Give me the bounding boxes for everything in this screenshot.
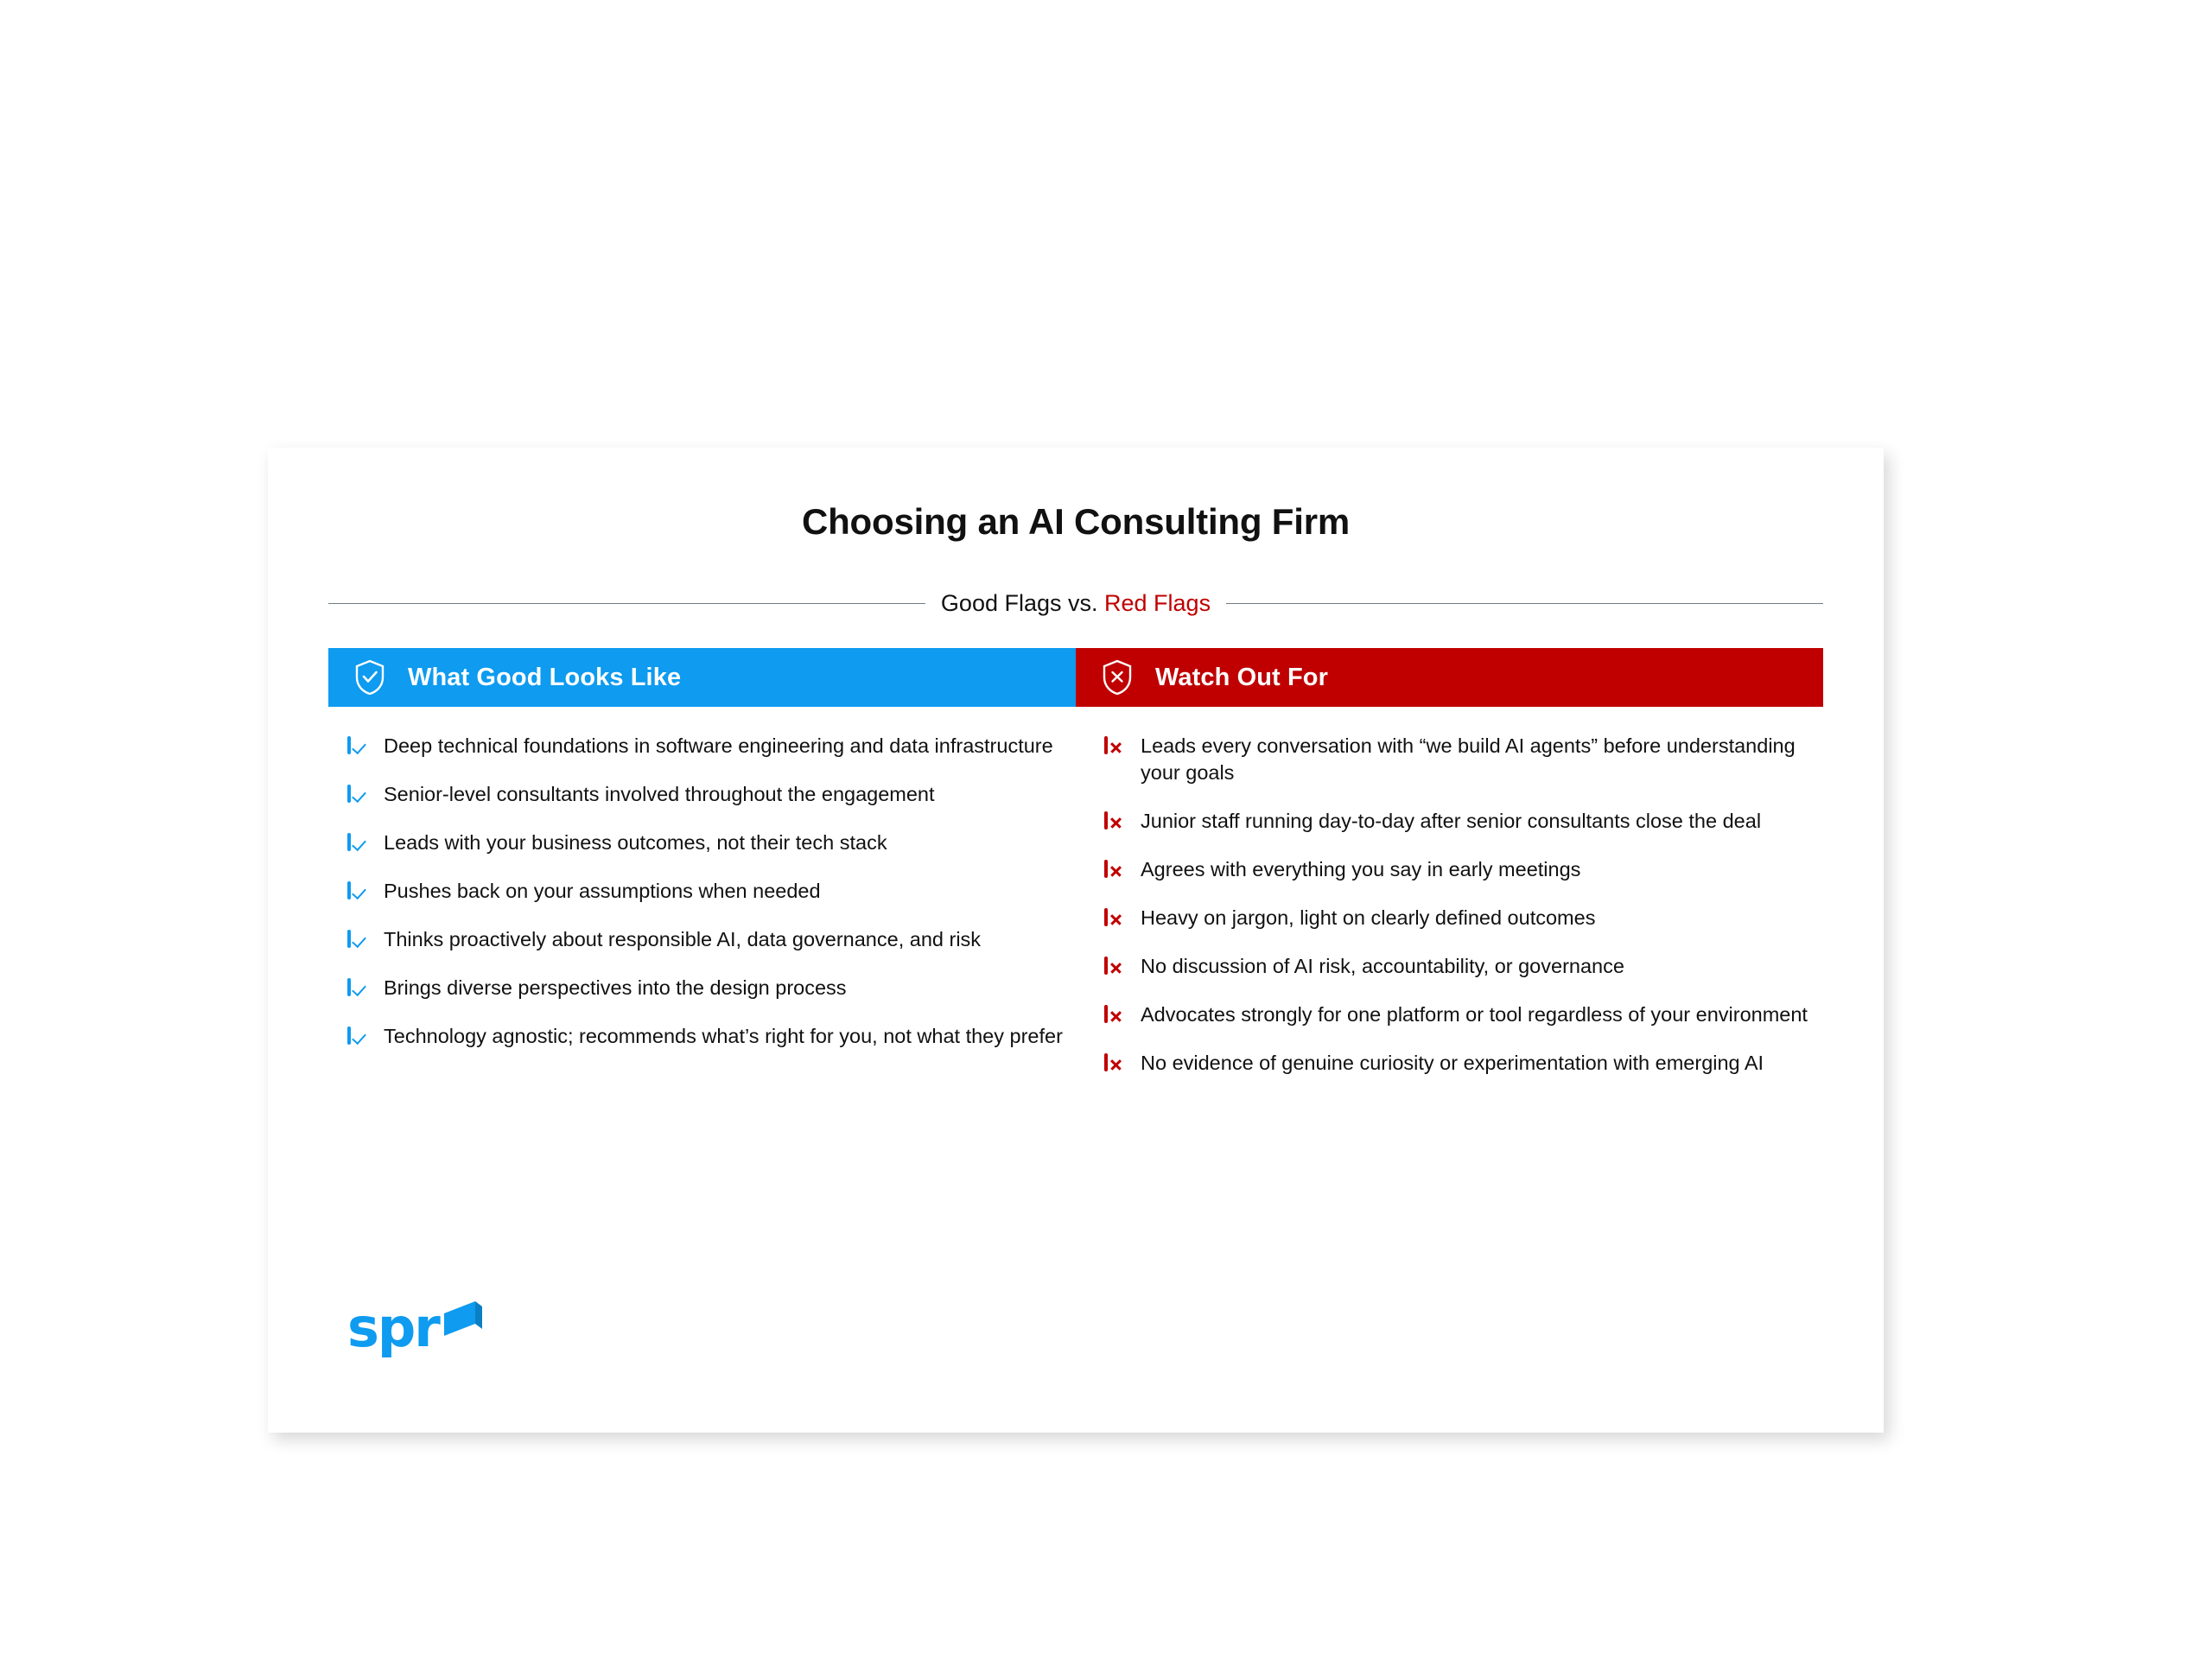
checkbox-checked-icon (347, 980, 370, 1002)
list-item-label: Deep technical foundations in software engineering and data infrastructure (384, 734, 1053, 757)
list-item (1104, 905, 1821, 932)
subtitle-accent: Red Flags (1104, 589, 1211, 616)
list-item-label: Brings diverse perspectives into the design process (384, 976, 847, 999)
list-item (347, 878, 1065, 906)
checkbox-x-icon (1104, 738, 1127, 760)
column-good (328, 733, 1080, 1098)
list-item-label: Heavy on jargon, light on clearly defined outcomes (1141, 906, 1596, 929)
checkbox-x-icon (1104, 1007, 1127, 1029)
list-item (1104, 953, 1821, 981)
checkbox-checked-icon (347, 786, 370, 809)
page-title: Choosing an AI Consulting Firm (801, 501, 1351, 542)
header-label-bad: Watch Out For (1155, 663, 1328, 691)
list-item-label: Agrees with everything you say in early meetings (1141, 857, 1581, 880)
spr-logo (347, 1296, 477, 1365)
list-item (347, 781, 1065, 809)
list-item (1104, 808, 1821, 836)
list-item (347, 1023, 1065, 1051)
logo-mark-icon (437, 1298, 489, 1346)
list-item-label: Thinks proactively about responsible AI, data governance, and risk (384, 928, 982, 950)
list-item-label: Leads with your business outcomes, not their tech stack (384, 831, 887, 854)
list-item-label: No discussion of AI risk, accountability, or governance (1141, 954, 1624, 977)
checkbox-checked-icon (347, 1028, 370, 1051)
header-bar-good (328, 648, 1076, 707)
list-item-label: Junior staff running day-to-day after senior consultants close the deal (1141, 809, 1762, 832)
shield-check-icon (353, 658, 387, 696)
list-item (347, 830, 1065, 857)
list-item-label: Advocates strongly for one platform or tool regardless of your environment (1141, 1002, 1808, 1026)
checkbox-x-icon (1104, 813, 1127, 836)
logo-wordmark: spr (347, 1296, 439, 1359)
checkbox-checked-icon (347, 835, 370, 857)
list-item (347, 926, 1065, 954)
list-item-label: Pushes back on your assumptions when needed (384, 880, 821, 902)
checkbox-checked-icon (347, 738, 370, 760)
list-item (347, 975, 1065, 1002)
subtitle-prefix: Good Flags vs. (940, 589, 1105, 616)
list-item-label: Technology agnostic; recommends what’s right for you, not what they prefer (384, 1025, 1063, 1047)
checkbox-checked-icon (347, 883, 370, 906)
column-headers (328, 648, 1823, 707)
list-item (347, 733, 1065, 760)
list-item (1104, 1001, 1821, 1029)
divider-left (328, 603, 925, 604)
list-item-label: Senior-level consultants involved throughout the engagement (384, 783, 935, 805)
list-item (1104, 733, 1821, 787)
subtitle-row (328, 588, 1823, 619)
checkbox-x-icon (1104, 861, 1127, 884)
list-item (1104, 856, 1821, 884)
list-item (1104, 1050, 1821, 1077)
divider-right (1226, 603, 1823, 604)
shield-x-icon (1100, 658, 1135, 696)
slide-card (268, 448, 1884, 1433)
checkbox-x-icon (1104, 958, 1127, 981)
column-bad (1080, 733, 1832, 1098)
header-bar-bad (1076, 648, 1823, 707)
list-item-label: Leads every conversation with “we build AI agents” before understanding your goals (1141, 734, 1796, 785)
columns (328, 733, 1832, 1098)
checkbox-checked-icon (347, 931, 370, 954)
checkbox-x-icon (1104, 910, 1127, 932)
checkbox-x-icon (1104, 1055, 1127, 1077)
subtitle (941, 590, 1211, 617)
header-label-good: What Good Looks Like (408, 663, 682, 691)
list-item-label: No evidence of genuine curiosity or experimentation with emerging AI (1141, 1051, 1764, 1074)
